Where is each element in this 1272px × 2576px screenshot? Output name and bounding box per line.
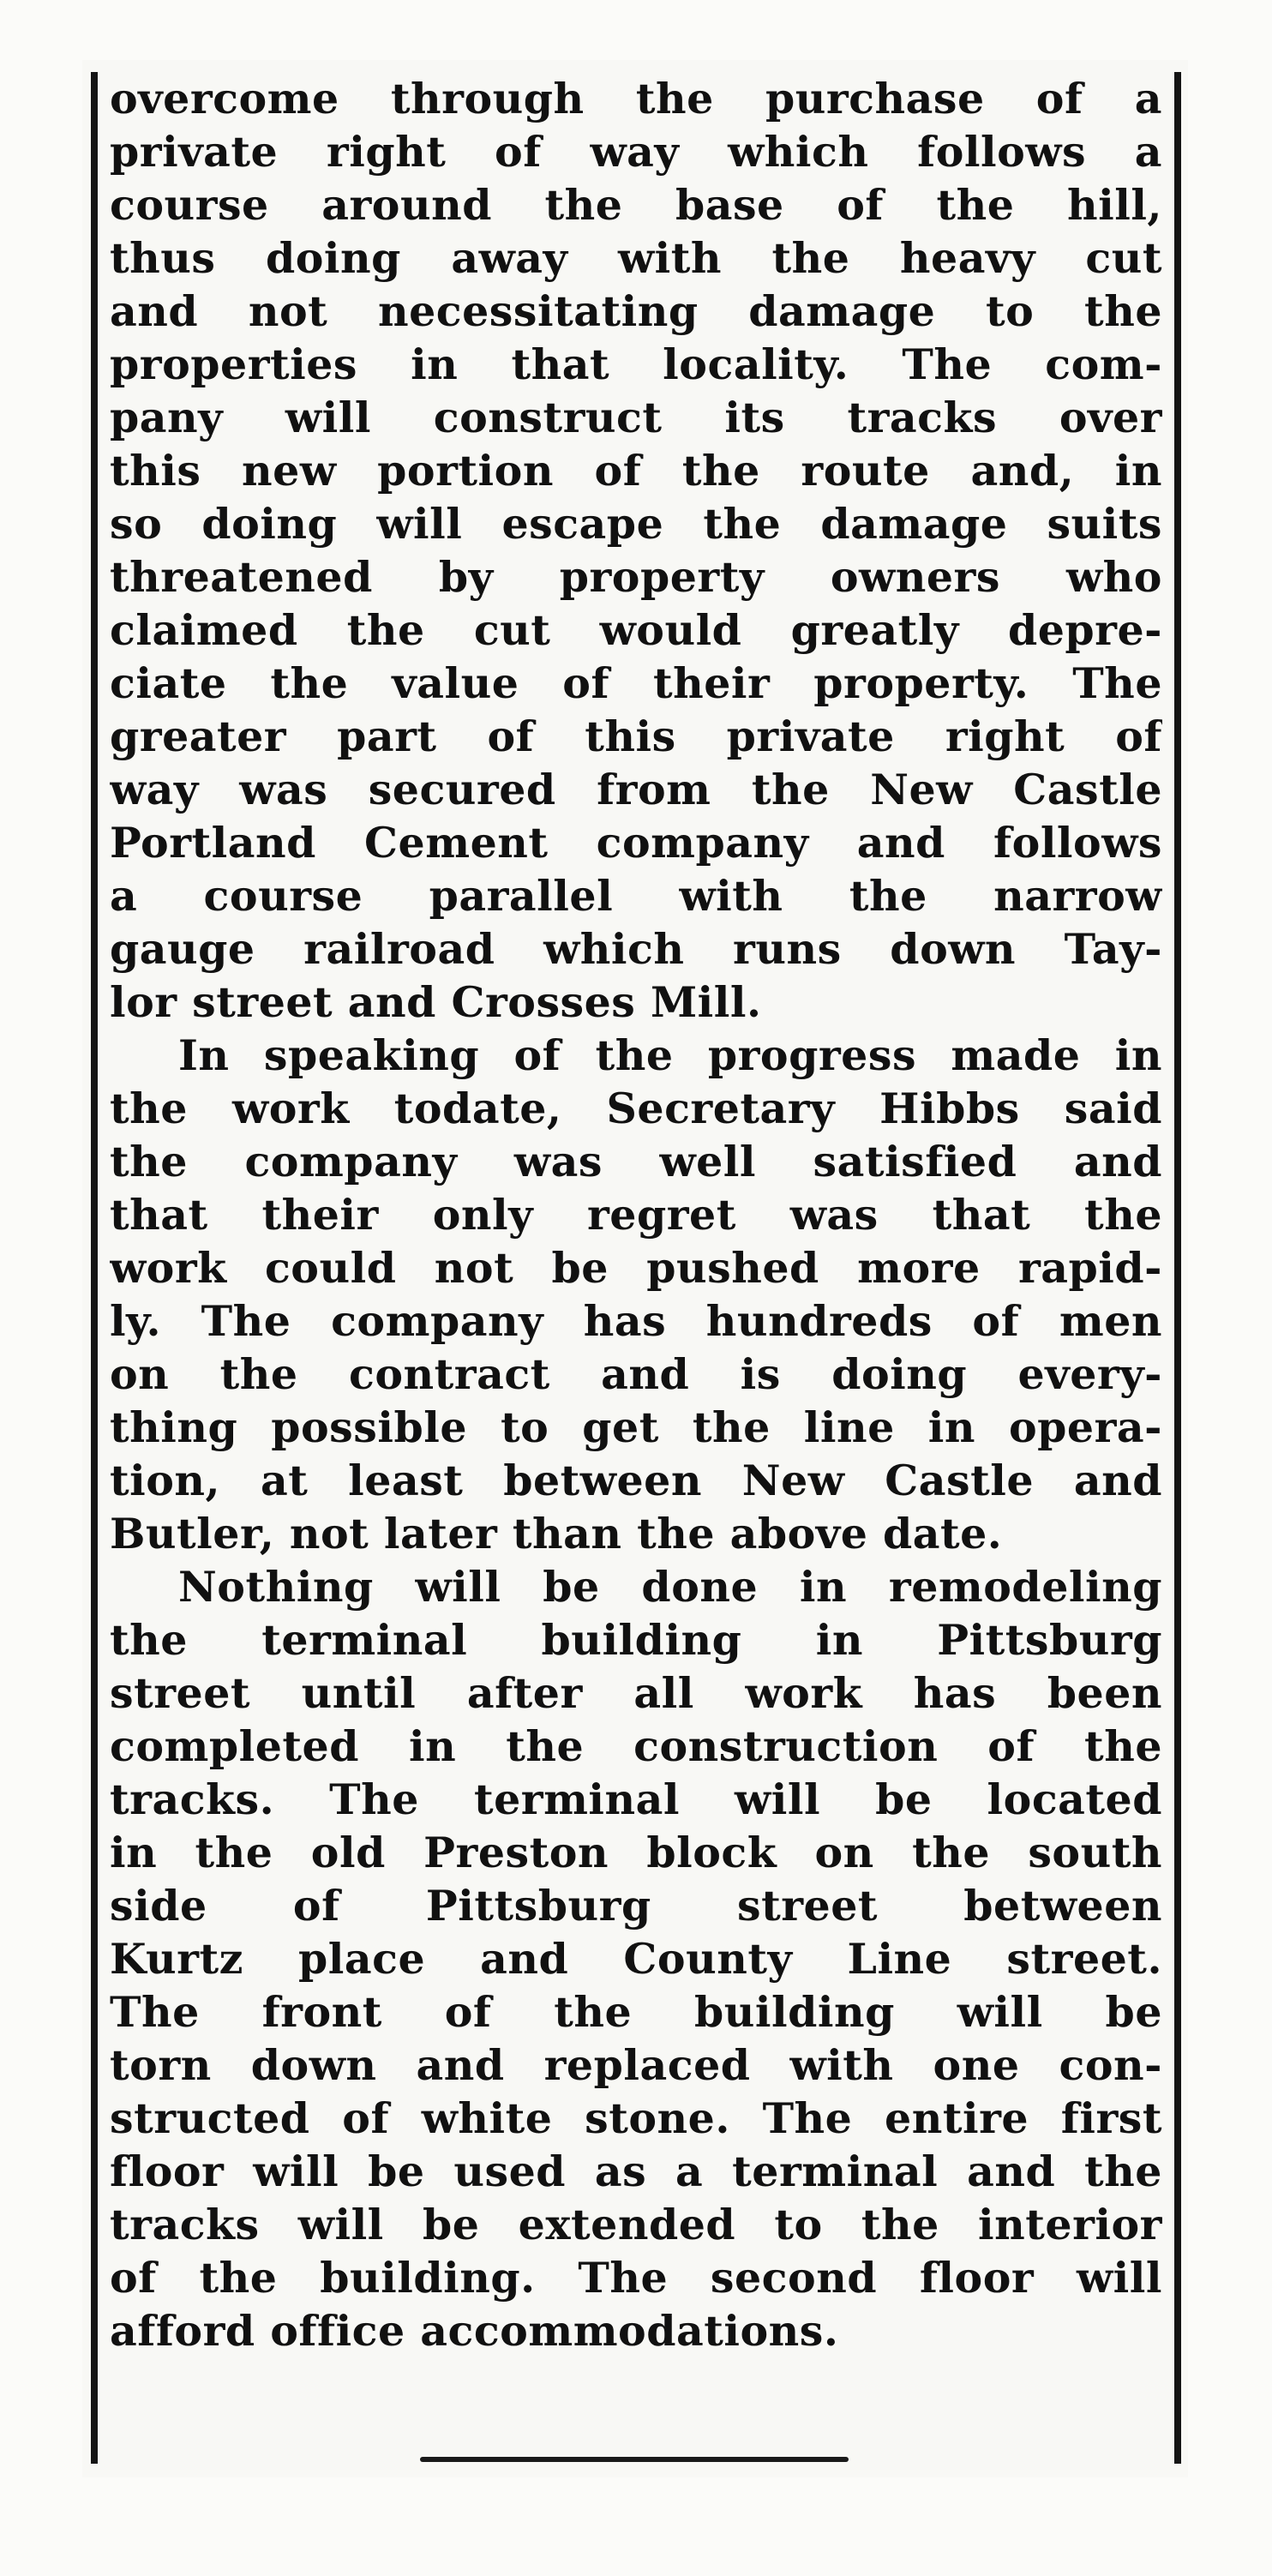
text-line: and not necessitating damage to the xyxy=(110,286,1162,336)
text-line: the company was well satisfied and xyxy=(110,1137,1162,1186)
text-line: thing possible to get the line in opera- xyxy=(110,1402,1162,1452)
text-line: the work todate, Secretary Hibbs said xyxy=(110,1084,1162,1133)
text-line: Portland Cement company and follows xyxy=(110,818,1162,868)
text-line: work could not be pushed more rapid- xyxy=(110,1243,1162,1293)
end-rule xyxy=(420,2457,849,2462)
column-rule-left xyxy=(91,72,98,2464)
text-line: claimed the cut would greatly depre- xyxy=(110,605,1162,655)
text-line: tracks will be extended to the interior xyxy=(110,2200,1162,2249)
text-line: pany will construct its tracks over xyxy=(110,393,1162,442)
text-line: Nothing will be done in remodeling xyxy=(178,1562,1162,1612)
text-line: course around the base of the hill, xyxy=(110,180,1162,230)
text-line: private right of way which follows a xyxy=(110,127,1162,177)
text-line: the terminal building in Pittsburg xyxy=(110,1615,1162,1665)
text-line: on the contract and is doing every- xyxy=(110,1349,1162,1399)
text-line: ciate the value of their property. The xyxy=(110,658,1162,708)
column-rule-right xyxy=(1174,72,1181,2464)
text-line: lor street and Crosses Mill. xyxy=(110,977,762,1027)
text-line: tracks. The terminal will be located xyxy=(110,1774,1162,1824)
text-line: way was secured from the New Castle xyxy=(110,765,1162,814)
paragraph-2 xyxy=(110,1029,1162,1560)
text-line: threatened by property owners who xyxy=(110,552,1162,602)
text-line: properties in that locality. The com- xyxy=(110,339,1162,389)
text-line: In speaking of the progress made in xyxy=(178,1030,1162,1080)
text-line: thus doing away with the heavy cut xyxy=(110,233,1162,283)
text-line: tion, at least between New Castle and xyxy=(110,1456,1162,1505)
text-line: so doing will escape the damage suits xyxy=(110,499,1162,549)
text-line: floor will be used as a terminal and the xyxy=(110,2147,1162,2196)
text-line: afford office accommodations. xyxy=(110,2306,839,2356)
text-line: greater part of this private right of xyxy=(110,712,1162,761)
text-line: gauge railroad which runs down Tay- xyxy=(110,924,1162,974)
text-line: Butler, not later than the above date. xyxy=(110,1509,1003,1558)
text-line: street until after all work has been xyxy=(110,1668,1162,1718)
text-line: of the building. The second floor will xyxy=(110,2253,1162,2303)
text-line: torn down and replaced with one con- xyxy=(110,2040,1162,2090)
text-line: a course parallel with the narrow xyxy=(110,871,1162,921)
article-column xyxy=(110,72,1162,2472)
text-line: Kurtz place and County Line street. xyxy=(110,1934,1162,1984)
text-line: ly. The company has hundreds of men xyxy=(110,1296,1162,1346)
text-line: in the old Preston block on the south xyxy=(110,1828,1162,1877)
text-line: structed of white stone. The entire first xyxy=(110,2093,1162,2143)
text-line: side of Pittsburg street between xyxy=(110,1881,1162,1930)
text-line: this new portion of the route and, in xyxy=(110,446,1162,495)
text-line: overcome through the purchase of a xyxy=(110,74,1162,123)
text-line: completed in the construction of the xyxy=(110,1721,1162,1771)
paragraph-1 xyxy=(110,72,1162,1029)
text-line: The front of the building will be xyxy=(110,1987,1162,2037)
paragraph-3 xyxy=(110,1560,1162,2357)
text-line: that their only regret was that the xyxy=(110,1190,1162,1240)
